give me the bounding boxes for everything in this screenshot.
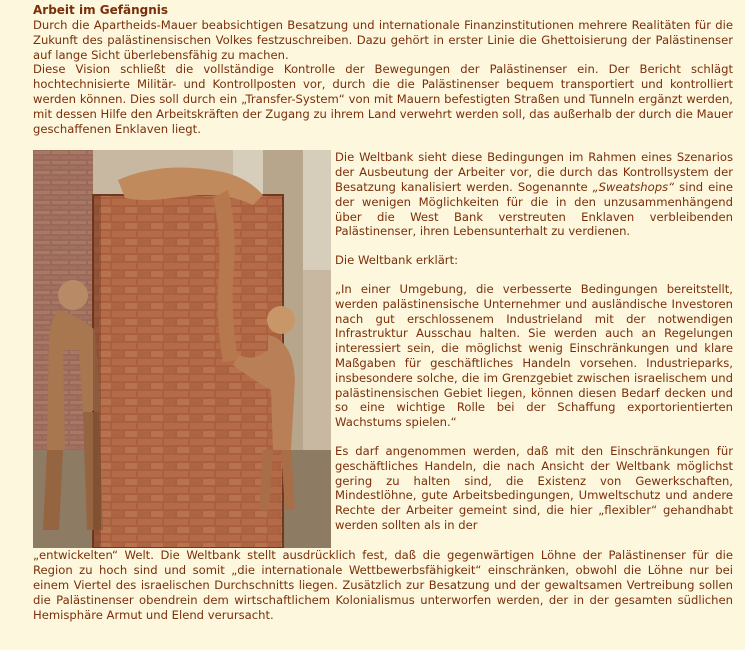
intro-paragraph-1: Durch die Apartheids-Mauer beabsichtigen Besatzung und internationale Finanzinstitutionen mehrere Realitäten für die Zukunft des palästinensischen Volkes festzuschreiben. Dazu gehört in erster Linie die Ghettoisierung der Palästinenser auf lange Sicht überlebensfähig zu machen. [33, 18, 733, 62]
restrictions-paragraph: Es darf angenommen werden, daß mit den Einschränkungen für geschäftliches Handeln, die nach Ansicht der Weltbank möglichst gering zu halten sind, die Existenz von Gewerkschaften, Mindestlöhne, gute Arbeitsbedingungen, Umweltschutz und andere Rechte der Arbeiter gemeint sind, die hier „flexibler“ gehandhabt werden sollten als in der [335, 443, 733, 532]
intro-paragraph-2: Diese Vision schließt die vollständige Kontrolle der Bewegungen der Palästinenser ein. Der Bericht schlägt hochtechnisierte Militär- und Kontrollposten vor, durch die die Palästinenser bequem transportiert und kontrolliert werden können. Dies soll durch ein „Transfer-System“ von mit Mauern befestigten Straßen und Tunneln ergänzt werden, mit dessen Hilfe den Arbeitskräften der Zugang zu ihrem Land verwehrt werden soll, das außerhalb der durch die Mauer geschaffenen Enklaven liegt. [33, 62, 733, 136]
sculpture-illustration [33, 150, 331, 548]
article-heading: Arbeit im Gefängnis [33, 3, 168, 17]
worldbank-quote: „In einer Umgebung, die verbesserte Bedingungen bereitstellt, werden palästinensische Unternehmer und ausländische Investoren nach gut erschlossenem Industrieland mit der notwendigen Infrastruktur Ausschau halten. Sie werden auch an Regelungen interessiert sein, die möglichst wenig Einschränkungen und klare Maßgaben für geschäftliches Handeln vorsehen. Industrieparks, insbesondere solche, die im Grenzgebiet zwischen israelischem und palästinensischen Gebiet liegen, können diesen Bedarf decken und so eine wichtige Rolle bei der Schaffung exportorientierten Wachstums spielen.“ [335, 281, 733, 430]
worldbank-declares: Die Weltbank erklärt: [335, 253, 459, 268]
sweatshops-term: „Sweatshops“ [592, 179, 675, 194]
closing-paragraph: „entwickelten“ Welt. Die Weltbank stellt ausdrücklich fest, daß die gegenwärtigen Löhne der Palästinenser für die Region zu hoch sind und somit „die internationale Wettbewerbsfähigkeit“ einschränken, obwohl die Löhne nur bei einem Viertel des israelischen Durchschnitts liegen. Zusätzlich zur Besatzung und der gewaltsamen Vertreibung sollen die Palästinenser obendrein dem wirtschaftlichem Kolonialismus unterworfen werden, der in der gesamten südlichen Hemisphäre Armut und Elend verursacht. [33, 548, 733, 622]
brick-wall-sculpture-photo [33, 150, 331, 548]
worldbank-paragraph: Die Weltbank sieht diese Bedingungen im Rahmen eines Szenarios der Ausbeutung der Arbeiter vor, die durch das Kontrollsystem der Besatzung kanalisiert werden. Sogenannte „Sweatshops“ sind eine der wenigen Möglichkeiten für die in den unzusammenhängend über die West Bank verstreuten Enklaven verbleibenden Palästinenser, ihren Lebensunterhalt zu verdienen. [335, 150, 733, 239]
